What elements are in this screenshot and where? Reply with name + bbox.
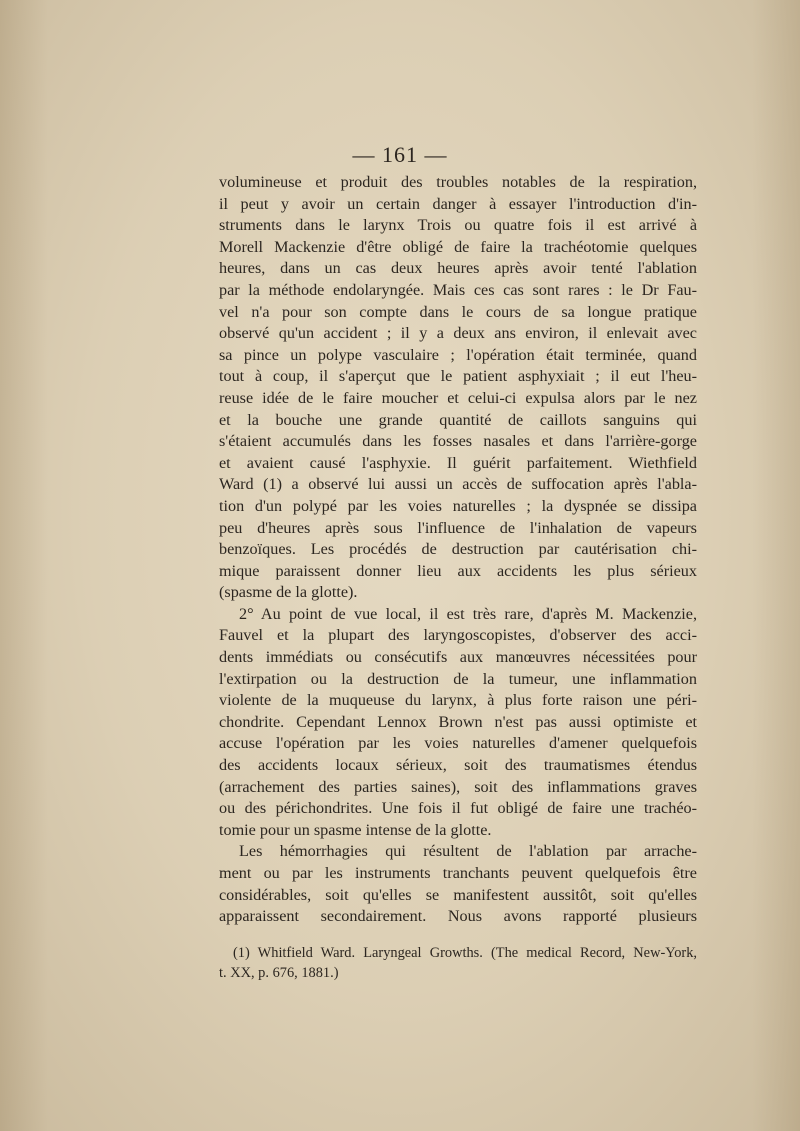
text-line: dents immédiats ou consécutifs aux manœuvres nécessitées pour <box>219 648 697 667</box>
text-line: 2° Au point de vue local, il est très rare, d'après M. Mackenzie, <box>239 604 697 623</box>
text-line: et la bouche une grande quantité de caillots sanguins qui <box>219 410 697 429</box>
text-line: heures, dans un cas deux heures après avoir tenté l'ablation <box>219 259 697 278</box>
text-line: volumineuse et produit des troubles notables de la respiration, <box>219 173 697 191</box>
text-line: il peut y avoir un certain danger à essayer l'introduction d'in- <box>219 194 697 213</box>
text-line: benzoïques. Les procédés de destruction par cautérisation chi- <box>219 540 697 559</box>
text-line: s'étaient accumulés dans les fosses nasales et dans l'arrière-gorge <box>219 432 697 451</box>
text-line: accuse l'opération par les voies naturelles d'amener quelquefois <box>219 734 697 753</box>
text-line: struments dans le larynx Trois ou quatre fois il est arrivé à <box>219 216 697 235</box>
footnote-line: (1) Whitfield Ward. Laryngeal Growths. (The medical Record, New-York, <box>233 945 697 961</box>
text-line: vel n'a pour son compte dans le cours de sa longue pratique <box>219 302 697 321</box>
footnote <box>219 944 697 983</box>
text-line: tomie pour un spasme intense de la glotte. <box>219 820 492 839</box>
text-line: ment ou par les instruments tranchants peuvent quelquefois être <box>219 864 697 882</box>
text-line: (arrachement des parties saines), soit des inflammations graves <box>219 777 697 796</box>
text-line: l'extirpation ou la destruction de la tumeur, une inflammation <box>219 669 697 688</box>
text-line: violente de la muqueuse du larynx, à plus forte raison une péri- <box>219 691 697 710</box>
text-line: et avaient causé l'asphyxie. Il guérit parfaitement. Wiethfield <box>219 453 697 472</box>
text-line: Fauvel et la plupart des laryngoscopistes, d'observer des acci- <box>219 626 697 645</box>
text-line: Morell Mackenzie d'être obligé de faire la trachéotomie quelques <box>219 237 697 256</box>
text-line: peu d'heures après sous l'influence de l'inhalation de vapeurs <box>219 518 697 537</box>
text-line: tion d'un polypé par les voies naturelles ; la dyspnée se dissipa <box>219 496 697 515</box>
text-line: par la méthode endolaryngée. Mais ces cas sont rares : le Dr Fau- <box>219 280 697 299</box>
text-line: (spasme de la glotte). <box>219 583 358 602</box>
text-line: chondrite. Cependant Lennox Brown n'est pas aussi optimiste et <box>219 712 697 731</box>
body-text <box>219 172 697 928</box>
text-line: observé qu'un accident ; il y a deux ans environ, il enlevait avec <box>219 324 697 343</box>
text-line: Ward (1) a observé lui aussi un accès de suffocation après l'abla- <box>219 475 697 494</box>
text-line: ou des périchondrites. Une fois il fut obligé de faire une trachéo- <box>219 799 697 818</box>
text-line: mique paraissent donner lieu aux accidents les plus sérieux <box>219 561 697 580</box>
footnote-line: t. XX, p. 676, 1881.) <box>219 964 339 981</box>
text-line: reuse idée de le faire moucher et celui-ci expulsa alors par le nez <box>219 388 697 407</box>
text-line: sa pince un polype vasculaire ; l'opération était terminée, quand <box>219 345 697 364</box>
text-line: Les hémorrhagies qui résultent de l'ablation par arrache- <box>239 842 697 861</box>
text-line: des accidents locaux sérieux, soit des traumatismes étendus <box>219 756 697 775</box>
text-line: considérables, soit qu'elles se manifestent aussitôt, soit qu'elles <box>219 885 697 904</box>
page-number: — 161 — <box>352 142 448 167</box>
text-line: tout à coup, il s'aperçut que le patient asphyxiait ; il eut l'heu- <box>219 367 697 386</box>
text-line: apparaissent secondairement. Nous avons rapporté plusieurs <box>219 907 697 926</box>
